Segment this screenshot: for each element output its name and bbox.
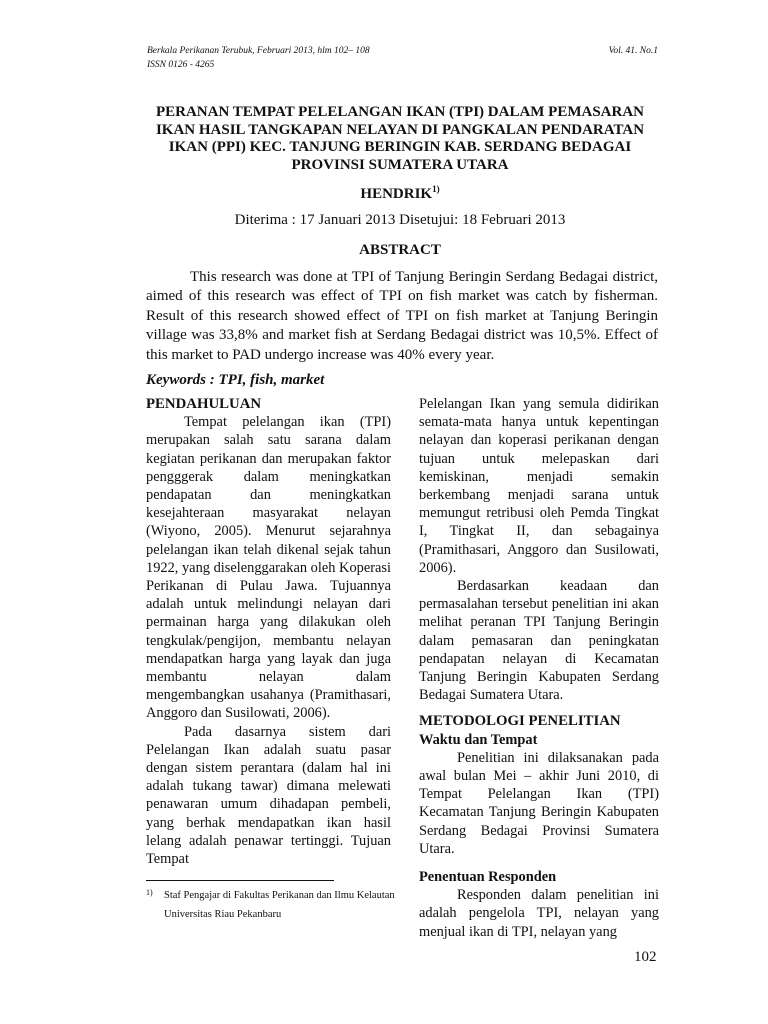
footnote-divider [146, 880, 334, 881]
page-number: 102 [634, 949, 657, 965]
paper-title: PERANAN TEMPAT PELELANGAN IKAN (TPI) DALAM PEMASARAN IKAN HASIL TANGKAPAN NELAYAN DI PANGKALAN PENDARATAN IKAN (PPI) KEC. TANJUNG BERINGIN KAB. SERDANG BEDAGAI PROVINSI SUMATERA UTARA [155, 104, 645, 173]
author-footnote-mark: 1) [432, 184, 440, 194]
section-heading-pendahuluan: PENDAHULUAN [146, 396, 262, 412]
paragraph: Responden dalam penelitian ini adalah pengelola TPI, nelayan yang menjual ikan di TPI, nelayan yang [419, 887, 659, 940]
author-name: HENDRIK [360, 186, 433, 202]
footnote [146, 886, 396, 924]
abstract-text: This research was done at TPI of Tanjung Beringin Serdang Bedagai district, aimed of this research was effect of TPI on fish market was catch by fisherman. Result of this research showed effect of TPI on fish market at Tanjung Beringin village was 33,8% and market fish at Serdang Bedagai district was 10,5%. Effect of this market to PAD undergo increase was 40% every year. [146, 269, 658, 363]
paragraph: Tempat pelelangan ikan (TPI) merupakan salah satu sarana dalam kegiatan perikanan dan merupakan faktor pengggerak dalam meningkatkan pendapatan dan meningkatkan kesejahteraan masyarakat nelayan (Wiyono, 2005). Menurut sejarahnya pelelangan ikan telah dikenal sejak tahun 1922, yang diselenggarakan oleh Koperasi Perikanan di Pulau Jawa. Tujuannya adalah untuk melindungi nelayan dari permainan harga yang dilakukan oleh tengkulak/pengijon, membantu nelayan mendapatkan harga yang layak dan juga membantu nelayan dalam mengembangkan usahanya (Pramithasari, Anggoro dan Susilowati, 2006). [146, 414, 391, 722]
paragraph: Pelelangan Ikan yang semula didirikan semata-mata hanya untuk kepentingan nelayan dan koperasi perikanan dengan tujuan untuk melepaskan dari kemiskinan, menjadi semakin berkembang menjadi sarana untuk memungut retribusi oleh Pemda Tingkat I, Tingkat II, dan sebagainya (Pramithasari, Anggoro dan Susilowati, 2006). [419, 396, 659, 576]
subheading-waktu-tempat: Waktu dan Tempat [419, 731, 538, 748]
running-header [147, 44, 658, 72]
section-heading-metodologi: METODOLOGI PENELITIAN [419, 713, 621, 730]
volume-number: Vol. 41. No.1 [608, 46, 658, 56]
footnote-text: Staf Pengajar di Fakultas Perikanan dan Ilmu Kelautan Universitas Riau Pekanbaru [164, 890, 395, 920]
subheading-penentuan-responden: Penentuan Responden [419, 869, 557, 886]
footnote-mark: 1) [146, 888, 153, 897]
journal-citation: Berkala Perikanan Terubuk, Februari 2013, hlm 102– 108 [147, 46, 370, 56]
right-column [419, 395, 659, 941]
left-column [146, 395, 391, 868]
submission-dates: Diterima : 17 Januari 2013 Disetujui: 18 Februari 2013 [234, 212, 566, 228]
paragraph: Penelitian ini dilaksanakan pada awal bulan Mei – akhir Juni 2010, di Tempat Pelelangan Ikan (TPI) Kecamatan Tanjung Beringin Kabupaten Serdang Bedagai Provinsi Sumatera Utara. [419, 749, 659, 857]
abstract-heading: ABSTRACT [359, 242, 441, 258]
author [140, 184, 660, 203]
keywords: Keywords : TPI, fish, market [146, 372, 325, 388]
issn: ISSN 0126 - 4265 [147, 60, 215, 70]
paragraph: Berdasarkan keadaan dan permasalahan tersebut penelitian ini akan melihat peranan TPI Tanjung Beringin dalam pemasaran dan peningkatan pendapatan nelayan di Kecamatan Tanjung Beringin Kabupaten Serdang Bedagai Sumatera Utara. [419, 578, 659, 704]
paragraph: Pada dasarnya sistem dari Pelelangan Ikan adalah suatu pasar dengan sistem perantara (dalam hal ini adalah tukang tawar) dimana melewati penawaran umum dihadapan pembeli, yang berhak mendapatkan ikan hasil lelang adalah penawar tertinggi. Tujuan Tempat [146, 723, 391, 868]
